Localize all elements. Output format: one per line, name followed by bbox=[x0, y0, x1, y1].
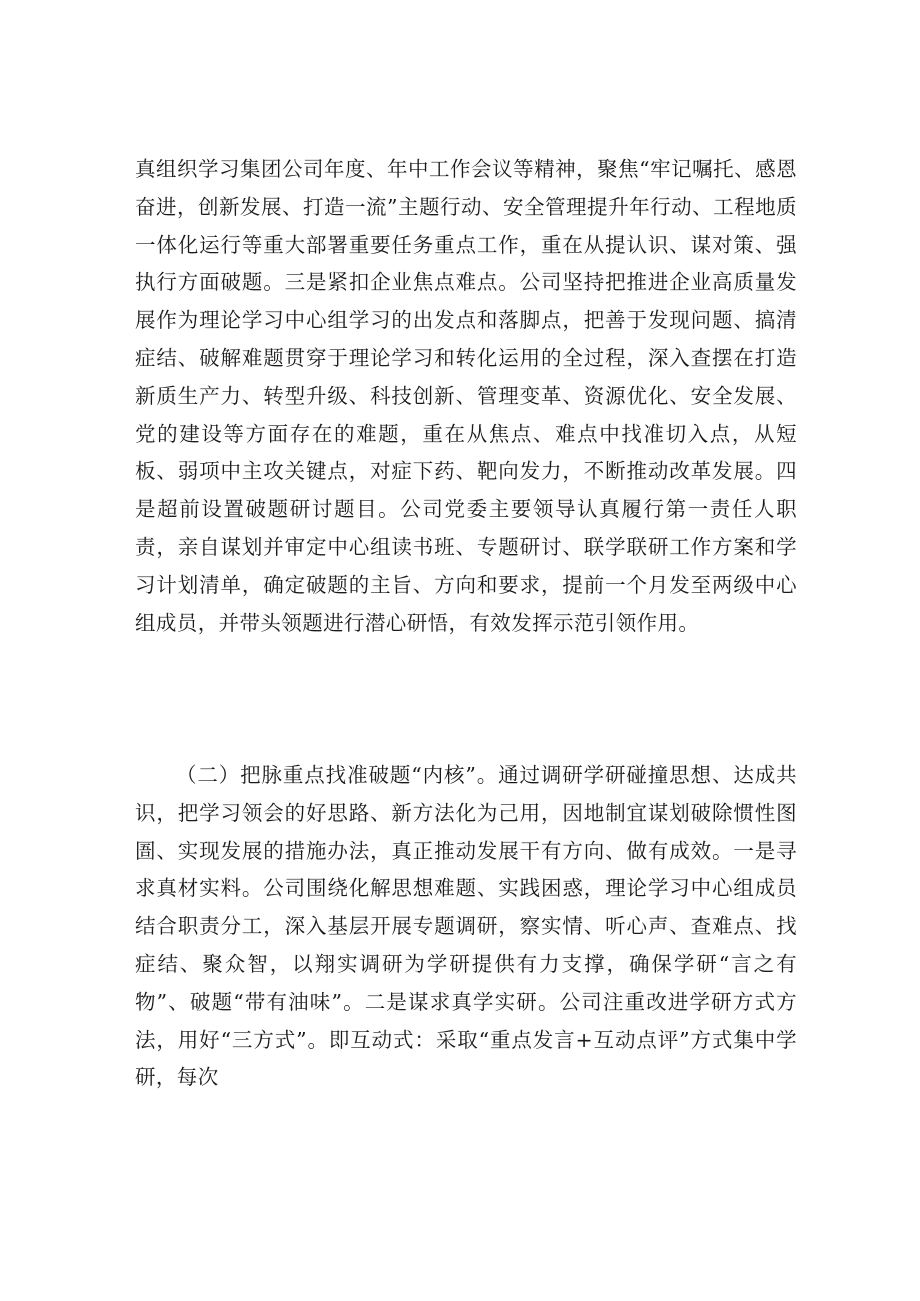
body-paragraph-2: （二）把脉重点找准破题“内核”。通过调研学研碰撞思想、达成共识，把学习领会的好思路、新方法化为己用，因地制宜谋划破除惯性图圄、实现发展的措施办法，真正推动发展干有方向、做有成效。一是寻求真材实料。公司围绕化解思想难题、实践困惑，理论学习中心组成员结合职责分工，深入基层开展专题调研，察实情、听心声、查难点、找症结、聚众智，以翔实调研为学研提供有力支撑，确保学研“言之有物”、破题“带有油味”。二是谋求真学实研。公司注重改进学研方式方法，用好“三方式”。即互动式：采取“重点发言+互动点评”方式集中学研，每次 bbox=[135, 763, 797, 1090]
body-paragraph-1: 真组织学习集团公司年度、年中工作会议等精神，聚焦“牢记嘱托、感恩奋进，创新发展、打造一流”主题行动、安全管理提升年行动、工程地质一体化运行等重大部署重要任务重点工作，重在从提认识、谋对策、强执行方面破题。三是紧扣企业焦点难点。公司坚持把推进企业高质量发展作为理论学习中心组学习的出发点和落脚点，把善于发现问题、搞清症结、破解难题贯穿于理论学习和转化运用的全过程，深入查摆在打造新质生产力、转型升级、科技创新、管理变革、资源优化、安全发展、党的建设等方面存在的难题，重在从焦点、难点中找准切入点，从短板、弱项中主攻关键点，对症下药、靶向发力，不断推动改革发展。四是超前设置破题研讨题目。公司党委主要领导认真履行第一责任人职责，亲自谋划并审定中心组读书班、专题研讨、联学联研工作方案和学习计划清单，确定破题的主旨、方向和要求，提前一个月发至两级中心组成员，并带头领题进行潜心研悟，有效发挥示范引领作用。 bbox=[135, 157, 797, 635]
